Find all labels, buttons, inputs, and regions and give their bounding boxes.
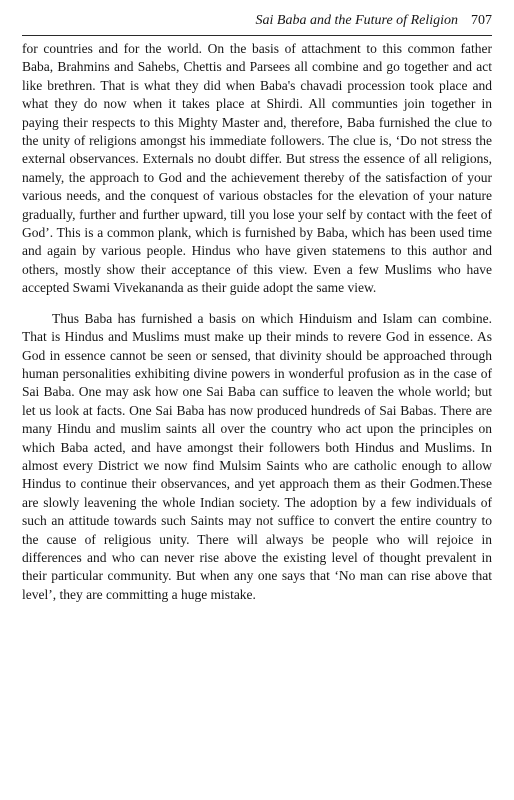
paragraph: Thus Baba has furnished a basis on which Hinduism and Islam can combine. That is Hindus and Muslims must make up their minds to revere God in essence. As God in essence cannot be seen or sensed, that divinity should be approached through human personalities exhibiting divine powers in wonderful profusion as in the case of Sai Baba. One may ask how one Sai Baba can suffice to leaven the whole world; but let us look at facts. One Sai Baba has now produced hundreds of Sai Babas. There are many Hindu and muslim saints all over the country who act upon the principles on which Baba acted, and have amongst their followers both Hindus and Muslims. In almost every District we now find Mulsim Saints who are catholic enough to allow Hindus to continue their observances, and yet approach them as their Godmen.These are slowly leavening the whole Indian society. The adoption by a few individuals of such an attitude towards such Saints may not suffice to convert the entire country to the cause of religious unity. There will always be people who will rejoice in differences and who can never rise above the existing level of thought prevalent in their particular community. But when any one says that ‘No man can rise above that level’, they are committing a huge mistake. (22, 310, 492, 602)
running-header (22, 13, 492, 36)
body-text (22, 40, 492, 604)
running-title: Sai Baba and the Future of Religion (255, 13, 458, 28)
paragraph: for countries and for the world. On the basis of attachment to this common father Baba, Brahmins and Sahebs, Chettis and Parsees all combine and go together and act like brethren. That is what they did when Baba's chavadi procession took place and what they do now when it takes place at Shirdi. All communties join together in paying their respects to this Mighty Master and, therefore, Baba furnished the clue to the unity of religions amongst his immediate followers. The clue is, ‘Do not stress the external observances. Externals no doubt differ. But stress the essence of all religions, namely, the approach to God and the achievement thereby of the satisfaction of your various needs, and the conquest of various obstacles for the elevation of your nature gradually, further and further upward, till you lose your self by contact with the feet of God’. This is a common plank, which is furnished by Baba, which has been used time and again by various people. Hindus who have given statemens to this author and others, mostly show their acceptance of this view. Even a few Muslims who have accepted Swami Vivekananda as their guide adopt the same view. (22, 41, 492, 296)
page-number: 707 (471, 13, 492, 28)
